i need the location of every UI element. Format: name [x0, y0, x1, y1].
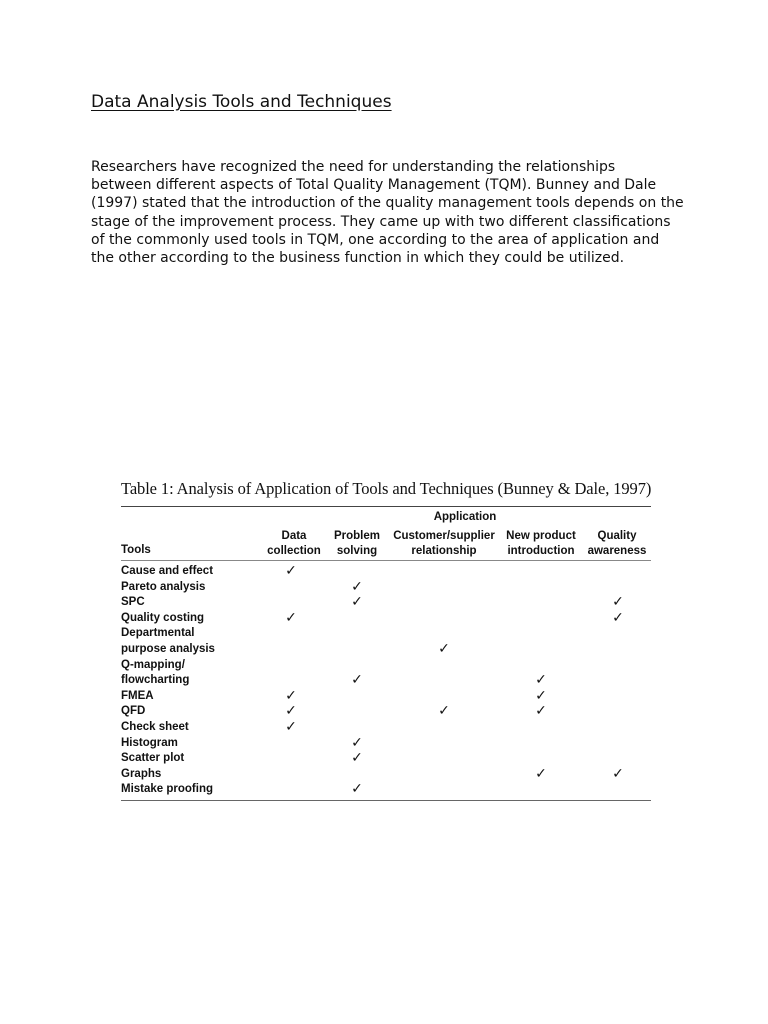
table-row	[121, 596, 651, 612]
check-mark-icon: ✓	[535, 703, 547, 720]
check-mark-icon: ✓	[285, 687, 297, 704]
tool-name: FMEA	[121, 689, 154, 702]
table-row	[121, 578, 651, 597]
paragraph-line: Researchers have recognized the need for understanding the relationships	[91, 159, 616, 175]
check-mark-icon: ✓	[612, 765, 624, 782]
tool-name: Q-mapping/	[121, 658, 185, 671]
check-mark-icon: ✓	[285, 719, 297, 735]
column-header-new-product: New product introduction	[506, 530, 576, 557]
check-mark-icon: ✓	[535, 672, 547, 689]
column-header-quality-awareness: Quality awareness	[587, 530, 647, 557]
column-header-customer-supplier: Customer/supplier relationship	[393, 530, 495, 557]
table-row	[121, 643, 651, 659]
application-group-header: Application	[433, 511, 497, 523]
table-row	[121, 734, 651, 753]
column-header-data-collection: Data collection	[267, 530, 321, 557]
tool-name: Quality costing	[121, 611, 205, 624]
tool-name: Cause and effect	[121, 565, 214, 577]
tool-name: Pareto analysis	[121, 580, 206, 593]
column-header-problem-solving: Problem solving	[333, 530, 380, 557]
check-mark-icon: ✓	[438, 703, 450, 720]
check-mark-icon: ✓	[351, 734, 363, 751]
check-mark-icon: ✓	[285, 609, 297, 626]
table-row	[121, 674, 651, 690]
tools-column-header: Tools	[121, 544, 151, 556]
tool-name: Histogram	[121, 736, 178, 749]
check-mark-icon: ✓	[351, 750, 363, 767]
check-mark-icon: ✓	[351, 578, 363, 595]
document-title: Data Analysis Tools and Techniques	[91, 92, 392, 112]
tool-name: purpose analysis	[121, 643, 215, 655]
table-top-rule	[121, 506, 651, 507]
check-mark-icon: ✓	[612, 609, 624, 626]
table-caption: Table 1: Analysis of Application of Tools and Techniques (Bunney & Dale, 1997)	[121, 479, 652, 498]
table-bottom-rule	[121, 800, 651, 801]
paragraph-line: (1997) stated that the introduction of the quality management tools depends on the	[91, 195, 684, 212]
tool-name: Scatter plot	[121, 752, 185, 765]
table-row	[121, 609, 651, 628]
check-mark-icon: ✓	[285, 703, 297, 720]
paragraph-line: between different aspects of Total Quality Management (TQM). Bunney and Dale	[91, 177, 657, 194]
check-mark-icon: ✓	[285, 563, 297, 579]
tools-table	[121, 479, 652, 798]
table-row	[121, 659, 651, 675]
table-row	[121, 565, 651, 581]
paragraph-line: the other according to the business function in which they could be utilized.	[91, 250, 625, 267]
table-row	[121, 752, 651, 768]
check-mark-icon: ✓	[351, 594, 363, 611]
tool-name: Check sheet	[121, 721, 189, 733]
check-mark-icon: ✓	[351, 672, 363, 689]
paragraph-line: of the commonly used tools in TQM, one according to the area of application and	[91, 231, 660, 248]
table-row	[121, 721, 651, 737]
table-row	[121, 627, 651, 643]
tool-name: Departmental	[121, 627, 195, 640]
check-mark-icon: ✓	[535, 765, 547, 782]
table-row	[121, 687, 651, 706]
check-mark-icon: ✓	[438, 641, 450, 657]
paragraph-line: stage of the improvement process. They came up with two different classifications	[91, 213, 671, 230]
tool-name: QFD	[121, 705, 146, 718]
check-mark-icon: ✓	[612, 594, 624, 611]
table-row	[121, 705, 651, 721]
check-mark-icon: ✓	[535, 687, 547, 704]
intro-paragraph	[91, 158, 691, 267]
table-row	[121, 783, 651, 799]
tool-name: SPC	[121, 596, 145, 609]
tool-name: Mistake proofing	[121, 783, 214, 796]
check-mark-icon: ✓	[351, 781, 363, 798]
tool-name: flowcharting	[121, 674, 190, 687]
tool-name: Graphs	[121, 767, 162, 780]
table-row	[121, 765, 651, 784]
table-header-rule	[121, 560, 651, 561]
